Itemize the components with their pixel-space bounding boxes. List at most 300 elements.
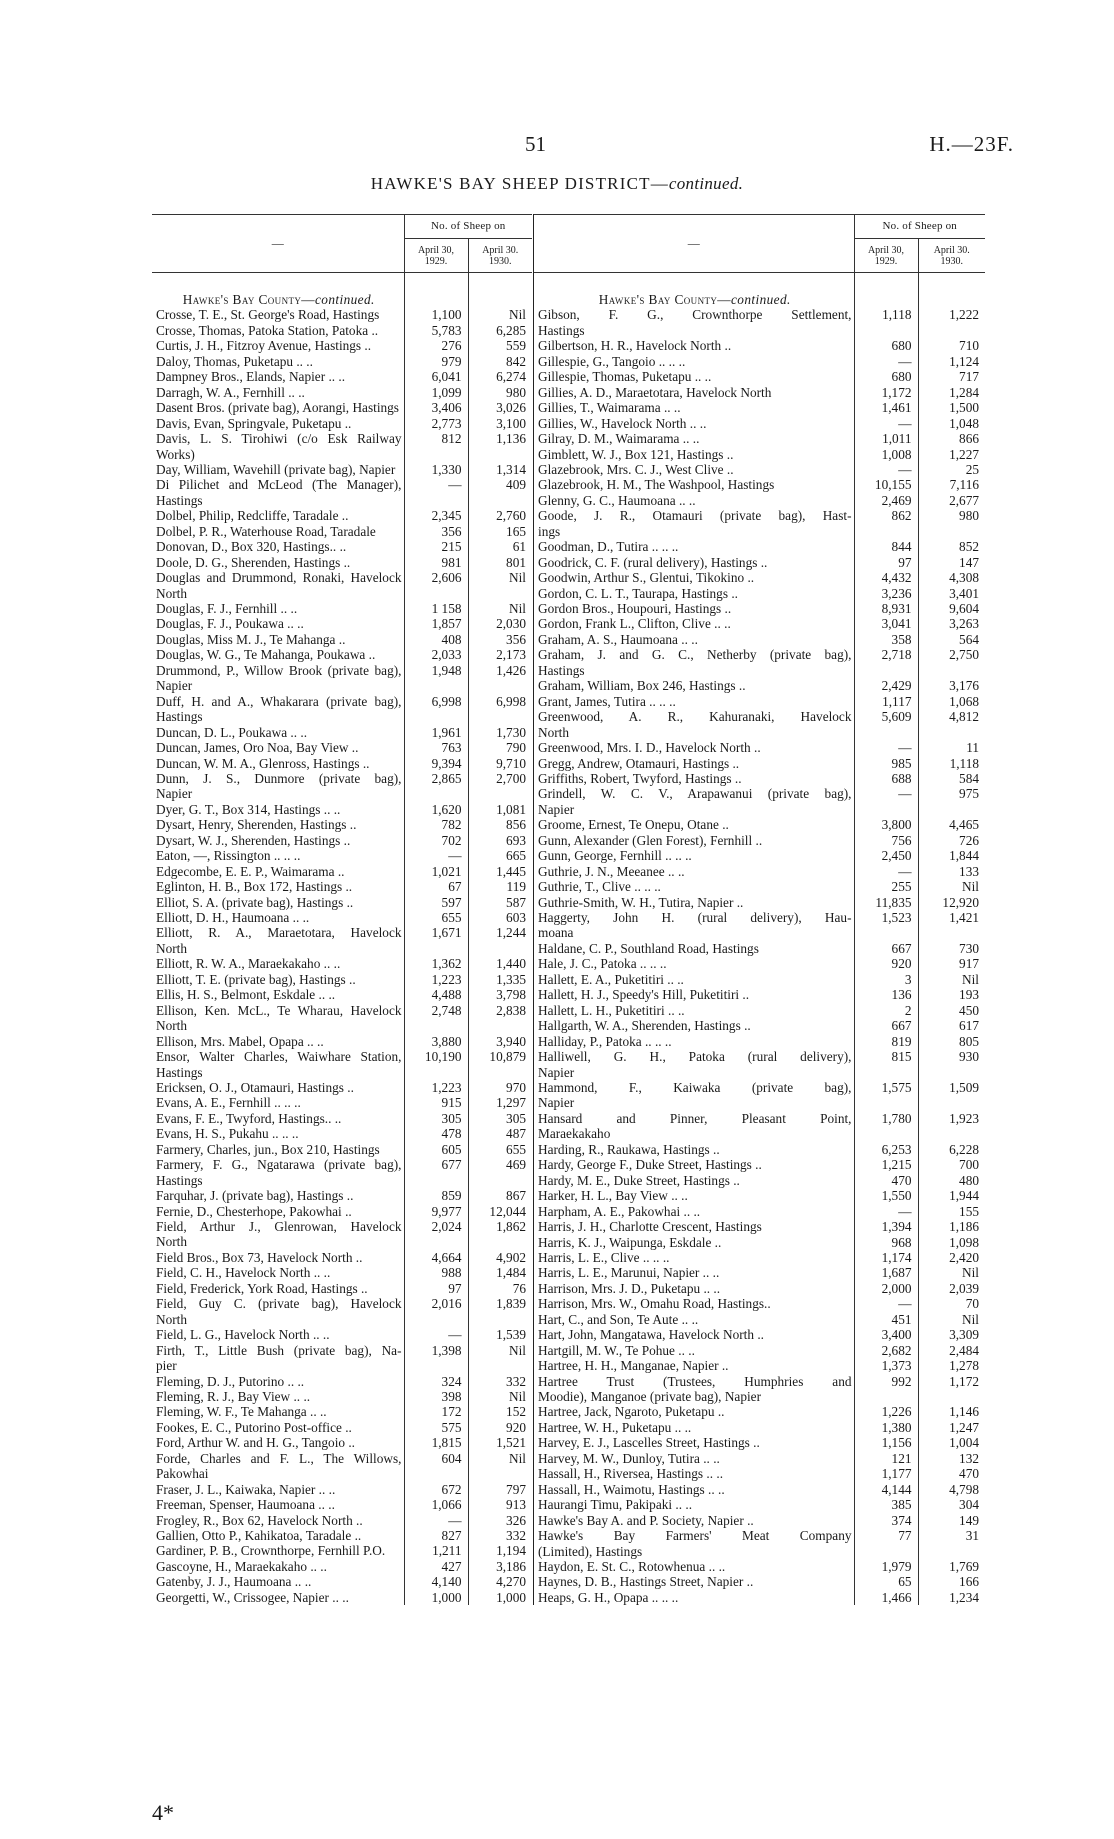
county-heading-text: Hawke's Bay County— [598,292,731,307]
owner-line-continued: Pakowhai [156,1466,209,1482]
sheep-1930: 155 [918,1204,985,1219]
table-row [152,1528,532,1543]
owner-line-continued: pier [156,1358,177,1374]
owner-line: Hallett, L. H., Puketitiri .. .. [538,1002,685,1018]
owner-name-address [534,972,854,987]
sheep-1930: 1,839 [468,1296,532,1327]
owner-line: Harris, K. J., Waipunga, Eskdale .. [538,1234,722,1250]
owner-line: Hardy, George F., Duke Street, Hastings .. [538,1157,762,1173]
sheep-1930: 149 [918,1513,985,1528]
owner-line: Eglinton, H. B., Box 172, Hastings .. [156,879,353,895]
owner-line: Hawke's Bay Farmers' Meat Company [538,1528,852,1544]
left-table-body [152,273,532,1606]
owner-line-continued: North [156,1018,188,1034]
sheep-1930: 1,944 [918,1188,985,1203]
owner-line-continued: Hastings [538,322,585,338]
sheep-1929: 819 [854,1034,918,1049]
table-row [534,385,985,400]
owner-name-address [152,1497,404,1512]
sheep-1930: Nil [918,972,985,987]
owner-name-address [534,1296,854,1311]
owner-name-address [534,910,854,941]
owner-name-address [534,1513,854,1528]
owner-name-address [534,956,854,971]
owner-name-address [152,1420,404,1435]
table-row [534,1235,985,1250]
owner-name-address [534,508,854,539]
owner-line: Hartgill, M. W., Te Pohue .. .. [538,1342,695,1358]
sheep-1930: 11 [918,740,985,755]
sheep-1929: 1,948 [404,663,468,694]
table-row [152,601,532,616]
sheep-1929: 3,400 [854,1327,918,1342]
sheep-1929: 672 [404,1482,468,1497]
sheep-1930: 1,539 [468,1327,532,1342]
table-row [534,1049,985,1080]
table-row [534,416,985,431]
owner-name-address [534,1265,854,1280]
sheep-1929: 756 [854,833,918,848]
owner-name-address [152,740,404,755]
county-heading-text: Hawke's Bay County— [182,292,315,307]
owner-line: Elliot, S. A. (private bag), Hastings .. [156,894,354,910]
table-row [534,1374,985,1405]
table-row [534,570,985,585]
owner-line: Gardiner, P. B., Crownthorpe, Fernhill P.O. [156,1543,386,1559]
sheep-1930: 797 [468,1482,532,1497]
owner-name-address [152,1343,404,1374]
owner-name-address [534,539,854,554]
sheep-1929: 4,144 [854,1482,918,1497]
sheep-1930: Nil [468,1451,532,1482]
owner-line: Dolbel, Philip, Redcliffe, Taradale .. [156,508,349,524]
sheep-1930: 2,420 [918,1250,985,1265]
sheep-1930: Nil [918,879,985,894]
sheep-1929: 1,099 [404,385,468,400]
sheep-1929: 859 [404,1188,468,1203]
page-title-continued: continued. [668,174,744,193]
sheep-1929: 597 [404,895,468,910]
owner-name-address [534,1018,854,1033]
sheep-1929: 374 [854,1513,918,1528]
owner-name-address [152,1559,404,1574]
owner-line: Farmery, Charles, jun., Box 210, Hastings [156,1141,380,1157]
table-row [152,647,532,662]
sheep-1929: — [404,848,468,863]
sheep-1930: 1,862 [468,1219,532,1250]
owner-line: Crosse, T. E., St. George's Road, Hastings [156,307,380,323]
sheep-1929: 1,398 [404,1343,468,1374]
owner-line: Grant, James, Tutira .. .. .. [538,693,676,709]
table-row [534,1559,985,1574]
table-row [152,1142,532,1157]
owner-line: Georgetti, W., Crissogee, Napier .. .. [156,1589,349,1605]
table-row [534,1142,985,1157]
sheep-1929: 680 [854,338,918,353]
table-row [152,508,532,523]
owner-line: Gimblett, W. J., Box 121, Hastings .. [538,446,734,462]
sheep-1930: 603 [468,910,532,925]
table-row [152,833,532,848]
sheep-1929: 3 [854,972,918,987]
owner-line: Field, Guy C. (private bag), Havelock [156,1296,402,1312]
sheep-1929: 702 [404,833,468,848]
sheep-1930: 469 [468,1157,532,1188]
left-column [152,214,532,1605]
owner-line: Gillies, W., Havelock North .. .. [538,415,707,431]
owner-line: Ericksen, O. J., Otamauri, Hastings .. [156,1079,354,1095]
owner-name-address [534,864,854,879]
table-row [152,848,532,863]
sheep-1930: 1,004 [918,1435,985,1450]
sheep-1930: 25 [918,462,985,477]
owner-name-address [534,786,854,817]
owner-line: Gregg, Andrew, Otamauri, Hastings .. [538,755,740,771]
owner-name-address [152,956,404,971]
sheep-1930: Nil [918,1312,985,1327]
owner-line: Duff, H. and A., Whakarara (private bag), [156,693,402,709]
sheep-1930: 1,124 [918,354,985,369]
sheep-1929: — [404,1327,468,1342]
sheep-1930: 6,285 [468,323,532,338]
table-row [534,508,985,539]
sheep-1929: 812 [404,431,468,462]
table-row [152,354,532,369]
table-row [534,431,985,446]
table-row [534,1404,985,1419]
owner-name-address [534,1528,854,1559]
sheep-1930: 693 [468,833,532,848]
sheep-1930: 9,710 [468,756,532,771]
owner-line: Graham, J. and G. C., Netherby (private bag), [538,647,852,663]
sheep-1930: 3,026 [468,400,532,415]
sheep-1929: 9,977 [404,1204,468,1219]
owner-line: Gatenby, J. J., Haumoana .. .. [156,1574,312,1590]
table-row [534,786,985,817]
sheep-1929: — [854,1296,918,1311]
sheep-1930: 1,509 [918,1080,985,1111]
owner-line: Guthrie, T., Clive .. .. .. [538,879,661,895]
sheep-1929: 2,606 [404,570,468,601]
owner-line-continued: ings [538,523,561,539]
table-row [534,1590,985,1605]
sheep-1929: 2 [854,1003,918,1018]
table-row [152,802,532,817]
table-row [534,1188,985,1203]
owner-line: Fraser, J. L., Kaiwaka, Napier .. .. [156,1481,336,1497]
sheep-1929: 1,575 [854,1080,918,1111]
owner-line: Dysart, Henry, Sherenden, Hastings .. [156,817,357,833]
april-1929-header-date: April 30, [417,244,455,256]
owner-name-address [152,354,404,369]
sheep-1929: 4,664 [404,1250,468,1265]
owner-line: Hammond, F., Kaiwaka (private bag), [538,1080,852,1095]
owner-line: Graham, William, Box 246, Hastings .. [538,678,746,694]
table-row [534,972,985,987]
owner-line: Gunn, Alexander (Glen Forest), Fernhill .. [538,832,763,848]
owner-line: Doole, D. G., Sherenden, Hastings .. [156,554,351,570]
sheep-1929: 65 [854,1574,918,1589]
owner-line: Douglas and Drummond, Ronaki, Havelock [156,570,402,586]
sheep-1930: 356 [468,632,532,647]
sheep-1929: — [854,740,918,755]
page-title-main: HAWKE'S BAY SHEEP DISTRICT— [370,174,669,193]
owner-line: Harris, J. H., Charlotte Crescent, Hastings [538,1219,762,1235]
owner-name-address [534,570,854,585]
table-row [534,709,985,740]
sheep-1929: 1,215 [854,1157,918,1172]
owner-name-address [152,879,404,894]
table-row [534,586,985,601]
table-row [534,1173,985,1188]
sheep-1930: 1,445 [468,864,532,879]
owner-line-continued: Napier [156,786,193,802]
owner-name-address [152,1250,404,1265]
table-row [152,972,532,987]
sheep-1930: 450 [918,1003,985,1018]
owner-name-address [534,817,854,832]
sheep-1930: Nil [918,1265,985,1280]
sheep-1930: 726 [918,833,985,848]
sheep-1929: 451 [854,1312,918,1327]
page-title [0,174,1114,194]
sheep-1929: 920 [854,956,918,971]
sheep-1930: 3,100 [468,416,532,431]
sheep-1929: 4,432 [854,570,918,585]
sheep-1929: 77 [854,1528,918,1559]
owner-name-address [534,1482,854,1497]
owner-name-address [152,663,404,694]
owner-name-address [534,1003,854,1018]
owner-line: Harris, L. E., Clive .. .. .. [538,1249,670,1265]
sheep-1929: 1,362 [404,956,468,971]
owner-line: Firth, T., Little Bush (private bag), Na- [156,1342,402,1358]
sheep-1930: 31 [918,1528,985,1559]
table-row [534,307,985,338]
table-row [534,756,985,771]
sheep-1929: 1 158 [404,601,468,616]
owner-name-address [152,555,404,570]
sheep-1929: 3,236 [854,586,918,601]
table-row [534,1281,985,1296]
owner-line: Goodman, D., Tutira .. .. .. [538,539,679,555]
right-table-body [534,273,985,1606]
table-row [152,385,532,400]
owner-name-address [152,539,404,554]
owner-line-continued: Works) [156,446,195,462]
table-row [534,694,985,709]
sheep-1930: Nil [468,1343,532,1374]
sheep-1929: 9,394 [404,756,468,771]
owner-name-address [534,385,854,400]
sheep-1930: 1,284 [918,385,985,400]
sheep-1929: 2,773 [404,416,468,431]
sheep-1930: 1,172 [918,1374,985,1405]
owner-line: Douglas, Miss M. J., Te Mahanga .. [156,631,346,647]
sheep-1930: 564 [918,632,985,647]
right-sheep-table [534,214,985,1605]
sheep-1930: 2,677 [918,493,985,508]
owner-name-address [152,848,404,863]
owner-name-address [152,817,404,832]
sheep-1929: 67 [404,879,468,894]
owner-line: Gillespie, G., Tangoio .. .. .. [538,353,686,369]
sheep-1929: 2,016 [404,1296,468,1327]
april-1930-header [468,239,532,273]
owner-line: Graham, A. S., Haumoana .. .. [538,631,698,647]
sheep-1929: — [854,1204,918,1219]
owner-name-address [534,601,854,616]
owner-name-address [534,879,854,894]
owner-line: Gillespie, Thomas, Puketapu .. .. [538,369,712,385]
owner-name-address [534,416,854,431]
sheep-1929: 2,345 [404,508,468,523]
table-row [534,1466,985,1481]
table-row [534,817,985,832]
sheep-1930: 4,798 [918,1482,985,1497]
owner-line: Gibson, F. G., Crownthorpe Settlement, [538,307,852,323]
sheep-1929: 5,783 [404,323,468,338]
sheep-1929: 276 [404,338,468,353]
sheep-1929: 5,609 [854,709,918,740]
owner-line: Glazebrook, H. M., The Washpool, Hastings [538,477,775,493]
owner-line: Elliott, T. E. (private bag), Hastings .. [156,971,356,987]
owner-line: Glazebrook, Mrs. C. J., West Clive .. [538,461,734,477]
owner-name-address [152,632,404,647]
sheep-1929: 992 [854,1374,918,1405]
sheep-1929: 655 [404,910,468,925]
sheep-1930: 1,297 [468,1095,532,1110]
owner-name-address [534,1435,854,1450]
owner-name-address [152,1219,404,1250]
sheep-1930: 133 [918,864,985,879]
sheep-1930: 1,244 [468,925,532,956]
sheep-1930: 4,465 [918,817,985,832]
table-row [534,833,985,848]
table-row [534,864,985,879]
owner-line: Gillies, T., Waimarama .. .. [538,400,681,416]
sheep-1929: 1,687 [854,1265,918,1280]
table-row [152,477,532,508]
sheep-1930: 193 [918,987,985,1002]
sheep-1930: 3,263 [918,616,985,631]
table-row [534,462,985,477]
table-row [152,1420,532,1435]
table-row [152,555,532,570]
sheep-1929: 844 [854,539,918,554]
table-row [152,524,532,539]
owner-line-continued: Napier [538,801,575,817]
owner-name-address [152,400,404,415]
sheep-1930: 1,844 [918,848,985,863]
table-row [152,910,532,925]
owner-line: Duncan, W. M. A., Glenross, Hastings .. [156,755,370,771]
owner-name-address [534,1420,854,1435]
table-row [152,1281,532,1296]
owner-name-address [534,1312,854,1327]
sheep-1929: 677 [404,1157,468,1188]
owner-line: Davis, L. S. Tirohiwi (c/o Esk Railway [156,431,402,447]
table-row [152,1003,532,1034]
sheep-1930: 980 [468,385,532,400]
sheep-1930: 166 [918,1574,985,1589]
sheep-1930: 4,270 [468,1574,532,1589]
owner-name-address [152,1404,404,1419]
april-1930-header-date: April 30. [482,244,519,256]
sheep-1930: 852 [918,539,985,554]
owner-name-address [152,833,404,848]
owner-line: Haydon, E. St. C., Rotowhenua .. .. [538,1558,726,1574]
table-row [534,616,985,631]
table-row [152,400,532,415]
sheep-1930: 1,194 [468,1543,532,1558]
owner-line: Drummond, P., Willow Brook (private bag), [156,662,402,678]
sheep-1930: 1,314 [468,462,532,477]
owner-name-address [152,1157,404,1188]
owner-name-address [534,1327,854,1342]
sheep-1929: 1,211 [404,1543,468,1558]
owner-name-address [152,1204,404,1219]
table-row [534,1018,985,1033]
owner-line: Field, C. H., Havelock North .. .. [156,1265,331,1281]
sheep-1930: 2,750 [918,647,985,678]
owner-line-continued: North [538,724,570,740]
owner-line: Douglas, F. J., Poukawa .. .. [156,616,304,632]
sheep-1930: 480 [918,1173,985,1188]
owner-name-address [534,941,854,956]
table-row [534,1250,985,1265]
table-row [534,879,985,894]
owner-name-address [534,1358,854,1373]
owner-line: Fookes, E. C., Putorino Post-office .. [156,1419,352,1435]
sheep-count-group-header: No. of Sheep on [854,215,985,239]
owner-name-address [152,616,404,631]
sheep-1929: 1,011 [854,431,918,446]
sheep-1929: 1,156 [854,1435,918,1450]
sheep-1929: 356 [404,524,468,539]
sheep-1930: 3,798 [468,987,532,1002]
sheep-1930: 790 [468,740,532,755]
owner-line: Guthrie, J. N., Meeanee .. .. [538,863,685,879]
owner-line: Forde, Charles and F. L., The Willows, [156,1450,402,1466]
owner-name-address [534,647,854,678]
sheep-1930: 4,902 [468,1250,532,1265]
table-row [534,1080,985,1111]
owner-line: Harker, H. L., Bay View .. .. [538,1188,688,1204]
table-row [152,1204,532,1219]
owner-line: Edgecombe, E. E. P., Waimarama .. [156,863,345,879]
april-1930-header [918,239,985,273]
table-row [152,694,532,725]
owner-name-address [152,1095,404,1110]
table-row [152,307,532,322]
sheep-1929: 1,330 [404,462,468,477]
owner-line: Hansard and Pinner, Pleasant Point, [538,1110,852,1126]
sheep-1929: 255 [854,879,918,894]
table-row [152,987,532,1002]
table-row [152,1590,532,1605]
sheep-1929: 862 [854,508,918,539]
owner-line: Harris, L. E., Marunui, Napier .. .. [538,1265,720,1281]
table-row [534,632,985,647]
owner-name-address [152,1543,404,1558]
table-row [152,1482,532,1497]
table-row [152,1188,532,1203]
table-row [152,771,532,802]
owner-name-address [534,1374,854,1405]
owner-name-address [152,895,404,910]
owner-name-address [152,864,404,879]
